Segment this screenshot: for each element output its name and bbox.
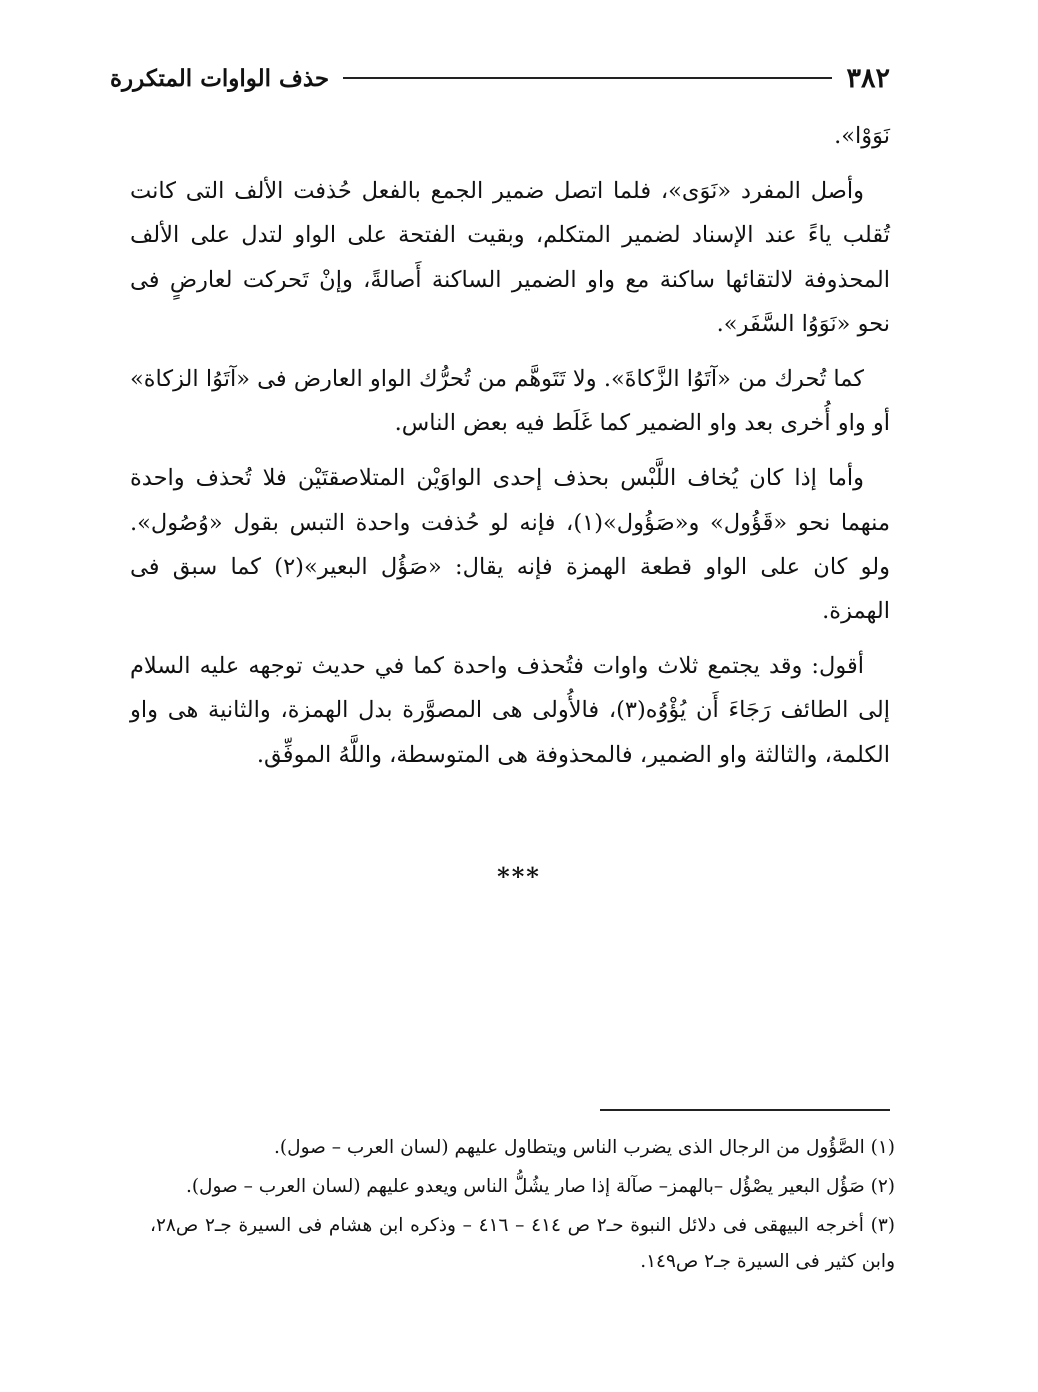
paragraph: كما تُحرك من «آتَوُا الزَّكاةَ». ولا تَتَوهَّم من تُحرُّك الواو العارض فى «آتَوُا الزكاة» أو واو أُخرى بعد واو الضمير كما غَلَط فيه بعض الناس. xyxy=(130,366,890,437)
page-number: ٣٨٢ xyxy=(846,62,890,94)
footnotes xyxy=(150,1130,895,1283)
paragraph: نَوَوْا». xyxy=(834,123,890,149)
footnote: (٣) أخرجه البيهقى فى دلائل النبوة حـ٢ ص ٤١٤ – ٤١٦ – وذكره ابن هشام فى السيرة جـ٢ ص٢٨، وابن كثير فى السيرة جـ٢ ص١٤٩. xyxy=(150,1215,895,1272)
paragraph: وأما إذا كان يُخاف اللَّبْس بحذف إحدى الواوَيْن المتلاصقتَيْن فلا تُحذف واحدة منهما نحو «قَؤُول» و«صَؤُول»(١)، فإنه لو حُذفت واحدة التبس بقول «وُصُول». ولو كان على الواو قطعة الهمزة فإنه يقال: «صَؤُل البعير»(٢) كما سبق فى الهمزة. xyxy=(130,465,891,625)
paragraph: وأصل المفرد «نَوَى»، فلما اتصل ضمير الجمع بالفعل حُذفت الألف التى كانت تُقلب ياءً عند الإسناد لضمير المتكلم، وبقيت الفتحة على الواو لتدل على الألف المحذوفة لالتقائها ساكنة مع واو الضمير الساكنة أَصالةً، وإنْ تَحركت لعارضٍ فى نحو «نَوَوُا السَّفَر». xyxy=(130,178,890,337)
page-header xyxy=(110,58,890,98)
paragraph: أقول: وقد يجتمع ثلاث واوات فتُحذف واحدة كما في حديث توجهه عليه السلام إلى الطائف رَجَاءَ أَن يُؤْوُه(٣)، فالأُولى هى المصوَّرة بدل الهمزة، والثانية هى واو الكلمة، والثالثة واو الضمير، فالمحذوفة هى المتوسطة، واللَّهُ الموفِّق. xyxy=(130,653,890,768)
footnote-rule xyxy=(600,1109,890,1111)
section-separator: *** xyxy=(497,862,541,891)
header-rule xyxy=(343,77,832,79)
main-text xyxy=(130,114,890,788)
footnote: (٢) صَؤُل البعير يصْؤُل –بالهمز– صآلة إذا صار يشُلُّ الناس ويعدو عليهم (لسان العرب – صول). xyxy=(185,1176,895,1197)
running-title: حذف الواوات المتكررة xyxy=(110,64,330,92)
footnote: (١) الصَّؤُول من الرجال الذى يضرب الناس ويتطاول عليهم (لسان العرب – صول). xyxy=(274,1137,895,1158)
